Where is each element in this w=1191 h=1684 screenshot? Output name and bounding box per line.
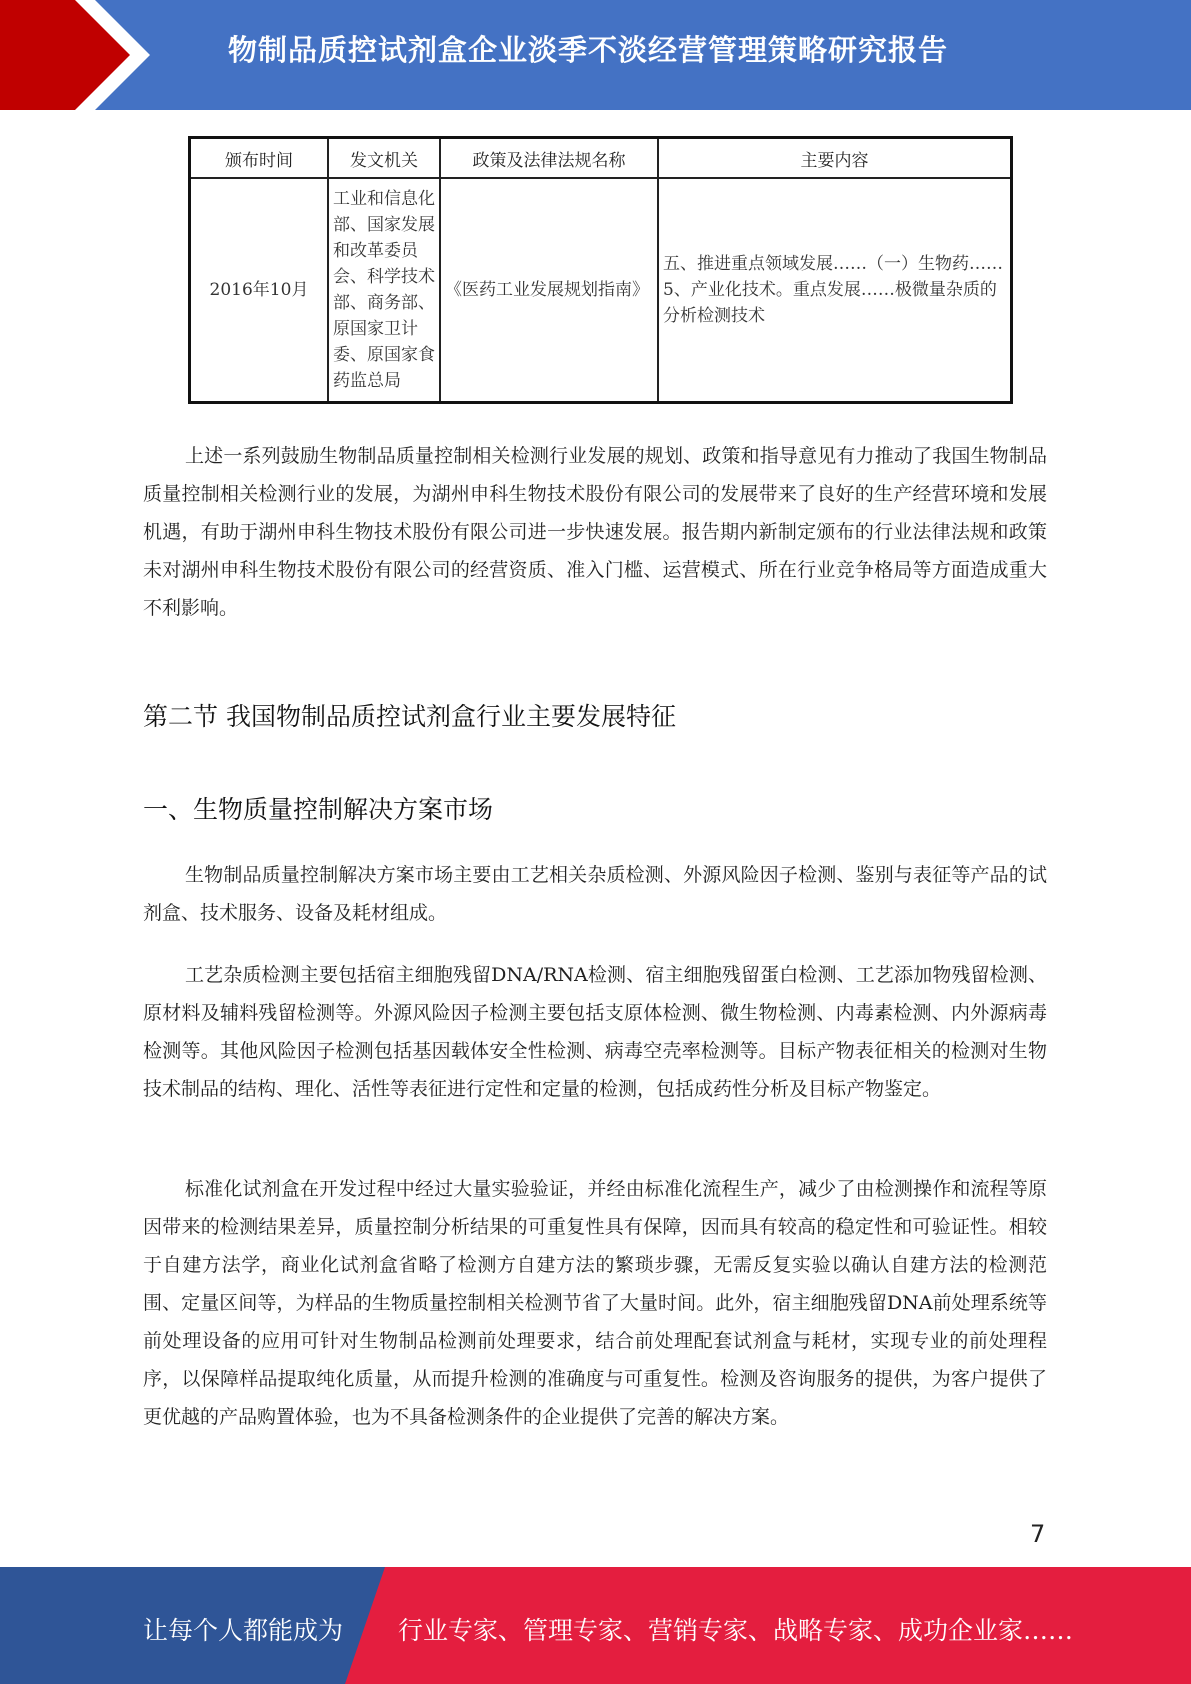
column-header-name: 政策及法律法规名称 bbox=[440, 138, 658, 179]
policy-table bbox=[188, 136, 1013, 404]
cell-org: 工业和信息化部、国家发展和改革委员会、科学技术部、商务部、原国家卫计委、原国家食药监总局 bbox=[328, 178, 440, 402]
column-header-org: 发文机关 bbox=[328, 138, 440, 179]
page-footer bbox=[0, 1567, 1191, 1684]
footer-slogan-right: 行业专家、管理专家、营销专家、战略专家、成功企业家…… bbox=[398, 1616, 1074, 1645]
paragraph-policy-impact: 上述一系列鼓励生物制品质量控制相关检测行业发展的规划、政策和指导意见有力推动了我国生物制品质量控制相关检测行业的发展，为湖州申科生物技术股份有限公司的发展带来了良好的生产经营环境和发展机遇，有助于湖州申科生物技术股份有限公司进一步快速发展。报告期内新制定颁布的行业法律法规和政策未对湖州申科生物技术股份有限公司的经营资质、准入门槛、运营模式、所在行业竞争格局等方面造成重大不利影响。 bbox=[143, 445, 1047, 619]
column-header-date: 颁布时间 bbox=[190, 138, 329, 179]
cell-content: 五、推进重点领域发展……（一）生物药……5、产业化技术。重点发展……极微量杂质的分析检测技术 bbox=[658, 178, 1012, 402]
paragraph-standard-kits: 标准化试剂盒在开发过程中经过大量实验验证，并经由标准化流程生产，减少了由检测操作和流程等原因带来的检测结果差异，质量控制分析结果的可重复性具有保障，因而具有较高的稳定性和可验证性。相较于自建方法学，商业化试剂盒省略了检测方自建方法的繁琐步骤，无需反复实验以确认自建方法的检测范围、定量区间等，为样品的生物质量控制相关检测节省了大量时间。此外，宿主细胞残留DNA前处理系统等前处理设备的应用可针对生物制品检测前处理要求，结合前处理配套试剂盒与耗材，实现专业的前处理程序，以保障样品提取纯化质量，从而提升检测的准确度与可重复性。检测及咨询服务的提供，为客户提供了更优越的产品购置体验，也为不具备检测条件的企业提供了完善的解决方案。 bbox=[143, 1178, 1047, 1428]
footer-slogan-left: 让每个人都能成为 bbox=[143, 1616, 344, 1645]
subsection-title: 一、生物质量控制解决方案市场 bbox=[143, 795, 494, 824]
paragraph-market-composition: 生物制品质量控制解决方案市场主要由工艺相关杂质检测、外源风险因子检测、鉴别与表征等产品的试剂盒、技术服务、设备及耗材组成。 bbox=[143, 864, 1047, 924]
cell-date: 2016年10月 bbox=[190, 178, 329, 402]
page-header bbox=[0, 0, 1191, 110]
paragraph-impurity-detection: 工艺杂质检测主要包括宿主细胞残留DNA/RNA检测、宿主细胞残留蛋白检测、工艺添加物残留检测、原材料及辅料残留检测等。外源风险因子检测主要包括支原体检测、微生物检测、内毒素检测、内外源病毒检测等。其他风险因子检测包括基因载体安全性检测、病毒空壳率检测等。目标产物表征相关的检测对生物技术制品的结构、理化、活性等表征进行定性和定量的检测，包括成药性分析及目标产物鉴定。 bbox=[143, 964, 1047, 1100]
page-number: 7 bbox=[1030, 1520, 1046, 1548]
column-header-content: 主要内容 bbox=[658, 138, 1012, 179]
report-title: 物制品质控试剂盒企业淡季不淡经营管理策略研究报告 bbox=[228, 33, 949, 67]
table-header-row bbox=[190, 138, 1012, 179]
section-title: 第二节 我国物制品质控试剂盒行业主要发展特征 bbox=[143, 702, 676, 731]
cell-name: 《医药工业发展规划指南》 bbox=[440, 178, 658, 402]
table-row bbox=[190, 178, 1012, 402]
